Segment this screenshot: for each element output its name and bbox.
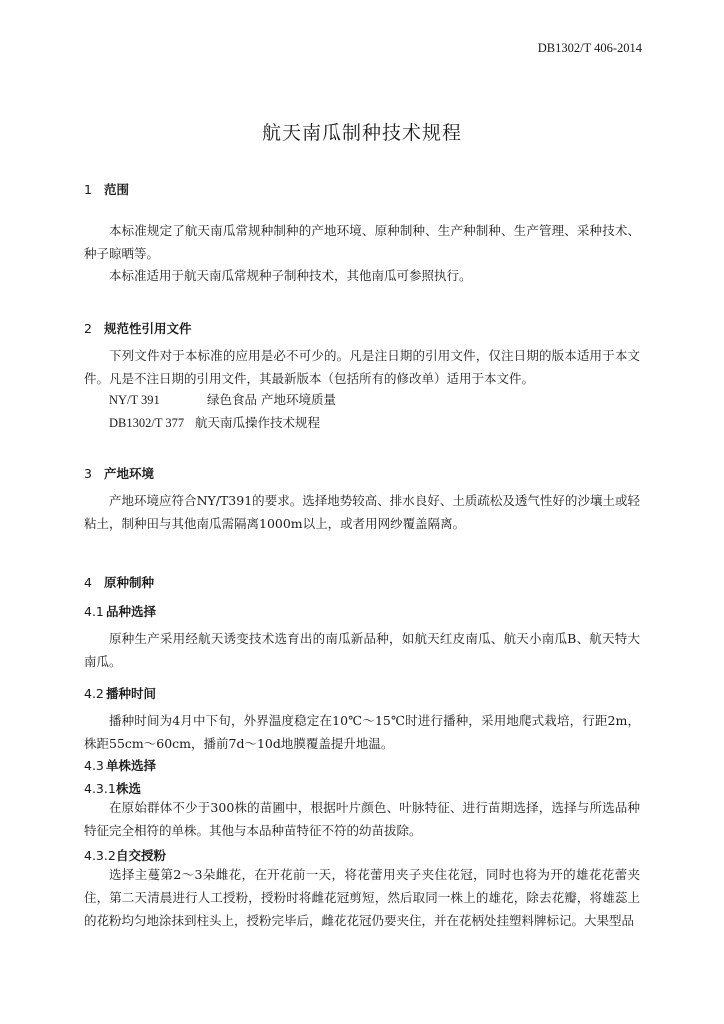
section-number: 4.3 <box>84 758 104 773</box>
section-number: 1 <box>84 182 92 197</box>
section-title: 品种选择 <box>106 604 157 619</box>
section-3-heading <box>84 464 154 482</box>
section-number: 4.1 <box>84 604 104 619</box>
section-title: 单株选择 <box>106 758 157 773</box>
section-3-paragraph-1: 产地环境应符合NY/T391的要求。选择地势较高、排水良好、土质疏松及透气性好的沙壤土或轻粘土，制种田与其他南瓜需隔离1000m以上，或者用网纱覆盖隔离。 <box>84 493 640 531</box>
section-4-3-1-paragraph: 在原始群体不少于300株的苗圃中，根据叶片颜色、叶脉特征、进行苗期选择，选择与所选品种特征完全相符的单株。其他与本品种苗特征不符的幼苗拔除。 <box>84 800 640 838</box>
section-number: 4.3.2 <box>84 848 116 863</box>
reference-code: DB1302/T 377 <box>109 416 185 430</box>
reference-item <box>109 413 320 431</box>
reference-code: NY/T 391 <box>109 393 160 407</box>
section-1-heading <box>84 180 129 198</box>
reference-name: 航天南瓜操作技术规程 <box>195 415 321 430</box>
section-1-paragraph-2: 本标准适用于航天南瓜常规种子制种技术，其他南瓜可参照执行。 <box>109 268 472 283</box>
section-1-paragraph-1: 本标准规定了航天南瓜常规种制种的产地环境、原种制种、生产种制种、生产管理、采种技术、种子晾晒等。 <box>84 223 640 261</box>
section-4-3-2-heading <box>84 846 166 864</box>
section-title: 原种制种 <box>104 575 155 590</box>
section-4-2-paragraph: 播种时间为4月中下旬，外界温度稳定在10℃～15℃时进行播种，采用地爬式栽培，行距2m，株距55cm～60cm，播前7d～10d地膜覆盖提升地温。 <box>84 713 640 751</box>
section-title: 自交授粉 <box>116 848 167 863</box>
section-4-2-heading <box>84 684 156 702</box>
page-title: 航天南瓜制种技术规程 <box>261 122 462 144</box>
section-number: 4 <box>84 575 92 590</box>
section-number: 3 <box>84 466 92 481</box>
section-4-1-heading <box>84 602 156 620</box>
document-code: DB1302/T 406-2014 <box>537 41 642 55</box>
section-number: 2 <box>84 321 92 336</box>
section-4-1-paragraph: 原种生产采用经航天诱变技术选育出的南瓜新品种，如航天红皮南瓜、航天小南瓜B、航天特大南瓜。 <box>84 631 640 669</box>
section-title: 播种时间 <box>106 686 157 701</box>
section-title: 规范性引用文件 <box>104 321 192 336</box>
section-number: 4.3.1 <box>84 781 116 796</box>
section-4-3-1-heading <box>84 779 141 797</box>
reference-name: 绿色食品 产地环境质量 <box>207 392 336 407</box>
section-number: 4.2 <box>84 686 104 701</box>
section-4-heading <box>84 573 154 591</box>
section-2-heading <box>84 319 192 337</box>
section-title: 株选 <box>116 781 142 796</box>
section-title: 产地环境 <box>104 466 155 481</box>
section-title: 范围 <box>104 182 130 197</box>
section-4-3-2-paragraph: 选择主蔓第2～3朵雌花，在开花前一天，将花蕾用夹子夹住花冠，同时也将为开的雄花花蕾夹住，第二天清晨进行人工授粉，授粉时将雌花冠剪短，然后取同一株上的雄花，除去花瓣，将雄蕊上的花粉均匀地涂抹到柱头上，授粉完毕后，雌花花冠仍要夹住，并在花柄处挂塑料牌标记。大果型品 <box>84 867 640 928</box>
section-2-paragraph-1: 下列文件对于本标准的应用是必不可少的。凡是注日期的引用文件，仅注日期的版本适用于本文件。凡是不注日期的引用文件，其最新版本（包括所有的修改单）适用于本文件。 <box>84 348 640 386</box>
reference-item <box>109 390 336 408</box>
section-4-3-heading <box>84 756 156 774</box>
